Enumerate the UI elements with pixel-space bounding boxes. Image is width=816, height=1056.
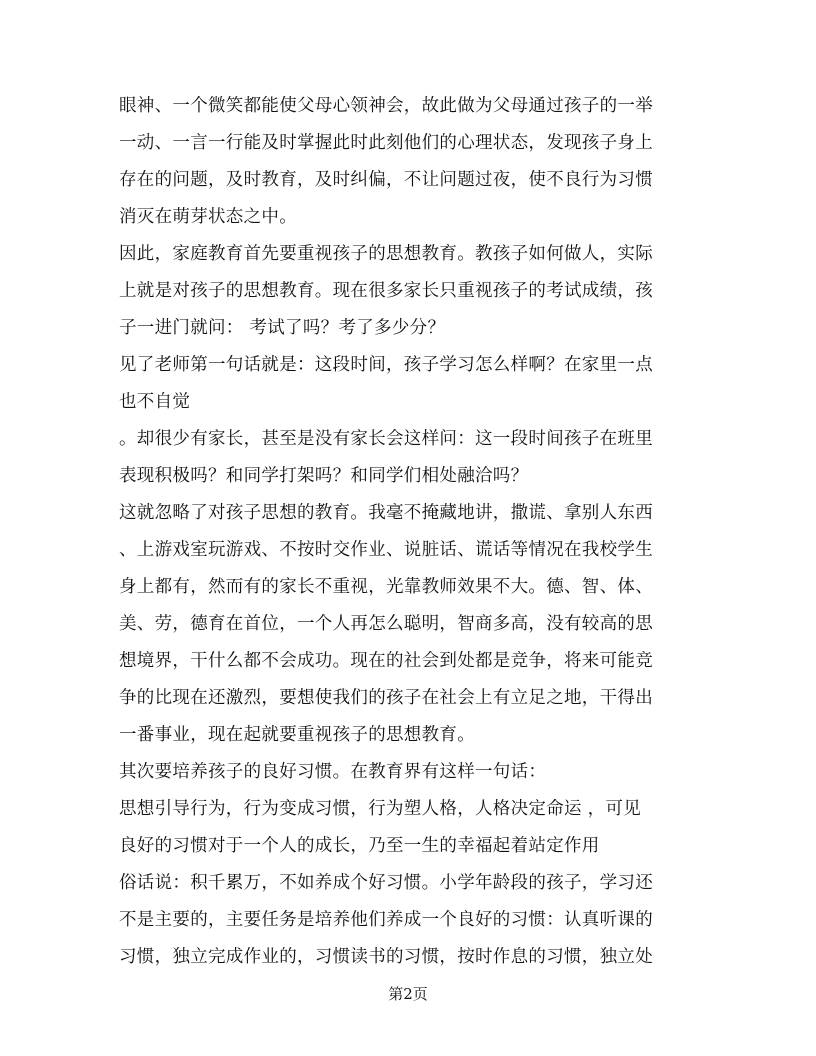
text-line: 其次要培养孩子的良好习惯。在教育界有这样一句话： (119, 762, 547, 782)
text-line: 。却很少有家长，甚至是没有家长会这样问：这一段时间孩子在班里 (119, 429, 653, 449)
text-line: 、上游戏室玩游戏、不按时交作业、说脏话、谎话等情况在我校学生 (119, 540, 653, 560)
text-line: 美、劳，德育在首位，一个人再怎么聪明，智商多高，没有较高的思 (119, 614, 653, 634)
text-line: 也不自觉 (119, 392, 191, 412)
text-line: 消灭在萌芽状态之中。 (119, 207, 297, 227)
text-line: 身上都有，然而有的家长不重视，光靠教师效果不大。德、智、体、 (119, 577, 653, 597)
text-line: 思想引导行为，行为变成习惯，行为塑人格，人格决定命运 ，可见 (119, 799, 642, 819)
text-line: 不是主要的，主要任务是培养他们养成一个良好的习惯：认真听课的 (119, 910, 653, 930)
text-line: 眼神、一个微笑都能使父母心领神会，故此做为父母通过孩子的一举 (119, 96, 653, 116)
text-line: 一番事业，现在起就要重视孩子的思想教育。 (119, 725, 475, 745)
text-line: 争的比现在还激烈，要想使我们的孩子在社会上有立足之地，干得出 (119, 688, 653, 708)
text-line: 这就忽略了对孩子思想的教育。我毫不掩藏地讲，撒谎、拿别人东西 (119, 503, 653, 523)
text-line: 俗话说：积千累万，不如养成个好习惯。小学年龄段的孩子，学习还 (119, 873, 653, 893)
page-number-footer: 第2页 (388, 985, 428, 1003)
text-line: 子一进门就问： 考试了吗？考了多少分？ (119, 318, 446, 338)
text-line: 存在的问题，及时教育，及时纠偏，不让问题过夜，使不良行为习惯 (119, 170, 653, 190)
text-line: 因此，家庭教育首先要重视孩子的思想教育。教孩子如何做人，实际 (119, 244, 653, 264)
text-line: 上就是对孩子的思想教育。现在很多家长只重视孩子的考试成绩，孩 (119, 281, 653, 301)
text-line: 习惯，独立完成作业的，习惯读书的习惯，按时作息的习惯，独立处 (119, 947, 653, 967)
text-line: 一动、一言一行能及时掌握此时此刻他们的心理状态，发现孩子身上 (119, 133, 653, 153)
text-line: 表现积极吗？和同学打架吗？和同学们相处融洽吗？ (119, 466, 529, 486)
text-line: 想境界，干什么都不会成功。现在的社会到处都是竞争，将来可能竞 (119, 651, 653, 671)
text-line: 见了老师第一句话就是：这段时间，孩子学习怎么样啊？在家里一点 (119, 355, 653, 375)
text-line: 良好的习惯对于一个人的成长，乃至一生的幸福起着站定作用 (119, 836, 600, 856)
